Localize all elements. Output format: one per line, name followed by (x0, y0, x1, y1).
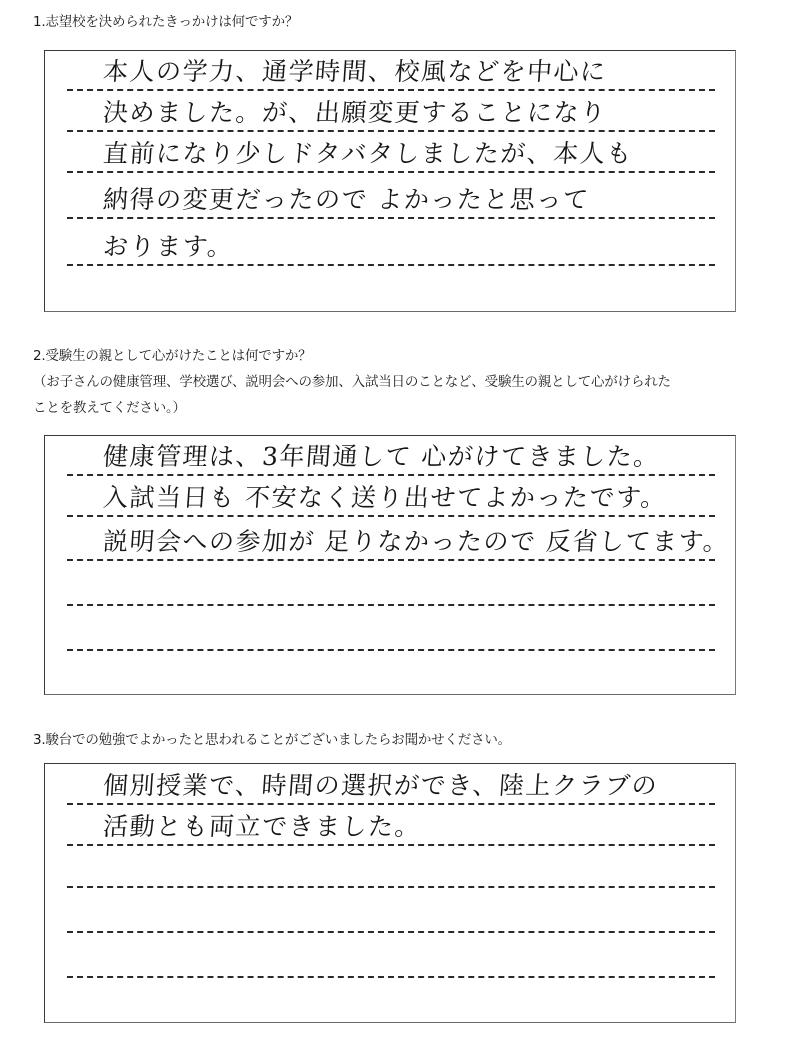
ruled-line (67, 474, 715, 476)
ruled-line (67, 931, 715, 933)
answer-box-2 (44, 435, 736, 695)
ruled-line (67, 130, 715, 132)
question-2-title: 2.受験生の親として心がけたことは何ですか？ (33, 348, 312, 364)
ruled-line (67, 515, 715, 517)
handwritten-answer-line: おります。 (102, 232, 235, 261)
ruled-line (67, 559, 715, 561)
question-2-subtitle-line2: ことを教えてください。） (33, 400, 186, 416)
question-3-title: 3.駿台での勉強でよかったと思われることがございましたらお聞かせください。 (33, 732, 511, 748)
ruled-line (67, 217, 715, 219)
ruled-line (67, 264, 715, 266)
ruled-line (67, 844, 715, 846)
handwritten-answer-line: 個別授業で、時間の選択ができ、陸上クラブの (102, 771, 660, 800)
handwritten-answer-line: 活動とも両立できました。 (102, 812, 423, 841)
answer-box-3 (44, 763, 736, 1023)
handwritten-answer-line: 決めました。が、出願変更することになり (102, 98, 608, 127)
ruled-line (67, 171, 715, 173)
handwritten-answer-line: 本人の学力、通学時間、校風などを中心に (102, 57, 608, 86)
question-2-subtitle-line1: （お子さんの健康管理、学校選び、説明会への参加、入試当日のことなど、受験生の親として心がけられた (33, 374, 671, 390)
ruled-line (67, 976, 715, 978)
ruled-line (67, 649, 715, 651)
ruled-line (67, 89, 715, 91)
handwritten-answer-line: 健康管理は、3年間通して 心がけてきました。 (102, 442, 661, 471)
handwritten-answer-line: 入試当日も 不安なく送り出せてよかったです。 (102, 483, 669, 512)
handwritten-answer-line: 直前になり少しドタバタしましたが、本人も (102, 139, 634, 168)
handwritten-answer-line: 説明会への参加が 足りなかったので 反省してます。 (102, 527, 731, 556)
ruled-line (67, 803, 715, 805)
question-1-title: 1.志望校を決められたきっかけは何ですか？ (33, 14, 299, 30)
ruled-line (67, 604, 715, 606)
ruled-line (67, 886, 715, 888)
handwritten-answer-line: 納得の変更だったので よかったと思って (102, 185, 591, 214)
answer-box-1 (44, 50, 736, 312)
